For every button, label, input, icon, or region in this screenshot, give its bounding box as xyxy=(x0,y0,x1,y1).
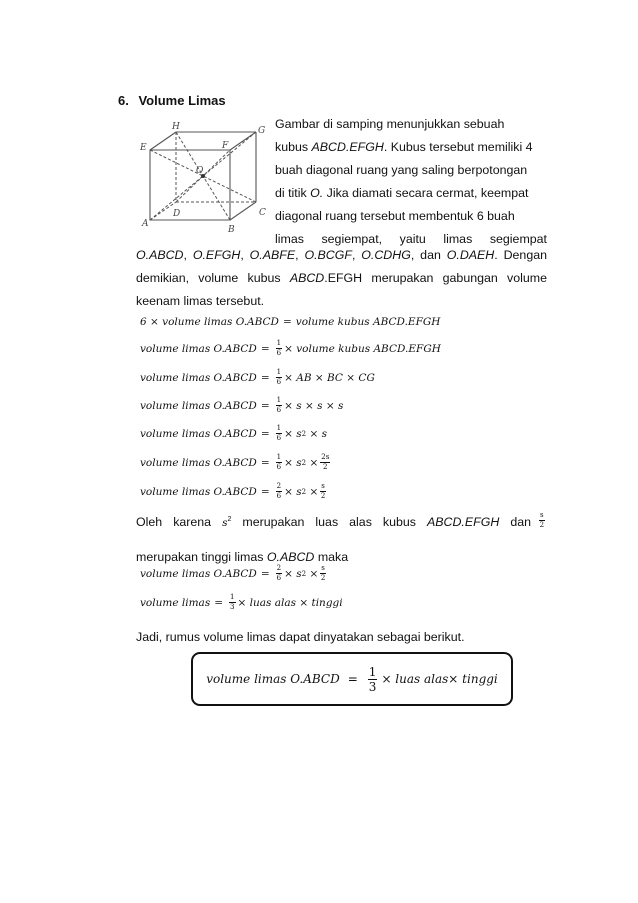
vertex-label-e: E xyxy=(140,143,147,153)
vertex-label-c: C xyxy=(259,208,266,218)
vertex-label-f: F xyxy=(222,141,229,151)
vertex-label-b: B xyxy=(228,225,235,235)
vertex-label-g: G xyxy=(258,126,266,136)
reasoning-paragraph: Oleh karena $s^2$ merupakan luas alas kubus ABCD.EFGH dan merupakan tinggi limas O.ABCD maka xyxy=(136,515,531,565)
equation-9: volume limas = $\frac{1}{3}$ × luas alas × tinggi xyxy=(140,593,343,611)
equation-7: volume limas O.ABCD = $\frac{2}{6}$ × s 2 × $\frac{s}{2}$ xyxy=(140,482,326,500)
vertex-label-a: A xyxy=(142,219,149,229)
cube-figure xyxy=(140,120,268,236)
intro-line: buah diagonal ruang yang saling berpotongan xyxy=(275,163,528,177)
section-number: 6. xyxy=(118,93,129,108)
equation-6: volume limas O.ABCD = $\frac{1}{6}$ × s 2 × $\frac{2s}{2}$ xyxy=(140,453,330,471)
intro-line: di titik O. Jika diamati secara cermat, keempat xyxy=(275,186,529,200)
equation-1: 6 × volume limas O.ABCD = volume kubus ABCD.EFGH xyxy=(140,316,441,328)
intro-line: limas segiempat, yaitu limas segiempat xyxy=(275,232,547,246)
section-heading xyxy=(118,93,226,108)
intro-line: kubus ABCD.EFGH. Kubus tersebut memiliki 4 xyxy=(275,140,533,154)
intro-line: Gambar di samping menunjukkan sebuah xyxy=(275,117,505,131)
pyramids-paragraph: O.ABCD, O.EFGH, O.ABFE, O.BCGF, O.CDHG, dan O.DAEH. Dengan demikian, volume kubus ABCD.EFGH merupakan gabungan volume keenam limas tersebut. xyxy=(136,248,547,308)
formula-box: volume limas O.ABCD = $\frac{1}{3}$ × luas alas× tinggi xyxy=(191,652,513,706)
section-title: Volume Limas xyxy=(138,93,226,108)
equation-4: volume limas O.ABCD = $\frac{1}{6}$ × s × s × s xyxy=(140,396,344,414)
equation-5: volume limas O.ABCD = $\frac{1}{6}$ × s 2 × s xyxy=(140,424,327,442)
vertex-label-d: D xyxy=(173,209,181,219)
equation-2: volume limas O.ABCD = $\frac{1}{6}$ × volume kubus ABCD.EFGH xyxy=(140,339,441,357)
conclusion-text: Jadi, rumus volume limas dapat dinyatakan sebagai berikut. xyxy=(136,630,465,644)
vertex-label-h: H xyxy=(172,122,180,132)
equation-3: volume limas O.ABCD = $\frac{1}{6}$ × AB × BC × CG xyxy=(140,368,375,386)
vertex-label-o: O xyxy=(196,166,204,176)
intro-paragraph xyxy=(275,113,547,251)
equation-8: volume limas O.ABCD = $\frac{2}{6}$ × s 2 × $\frac{s}{2}$ xyxy=(140,564,326,582)
intro-line: diagonal ruang tersebut membentuk 6 buah xyxy=(275,209,515,223)
height-fraction: $\frac{s}{2}$ xyxy=(539,511,545,529)
